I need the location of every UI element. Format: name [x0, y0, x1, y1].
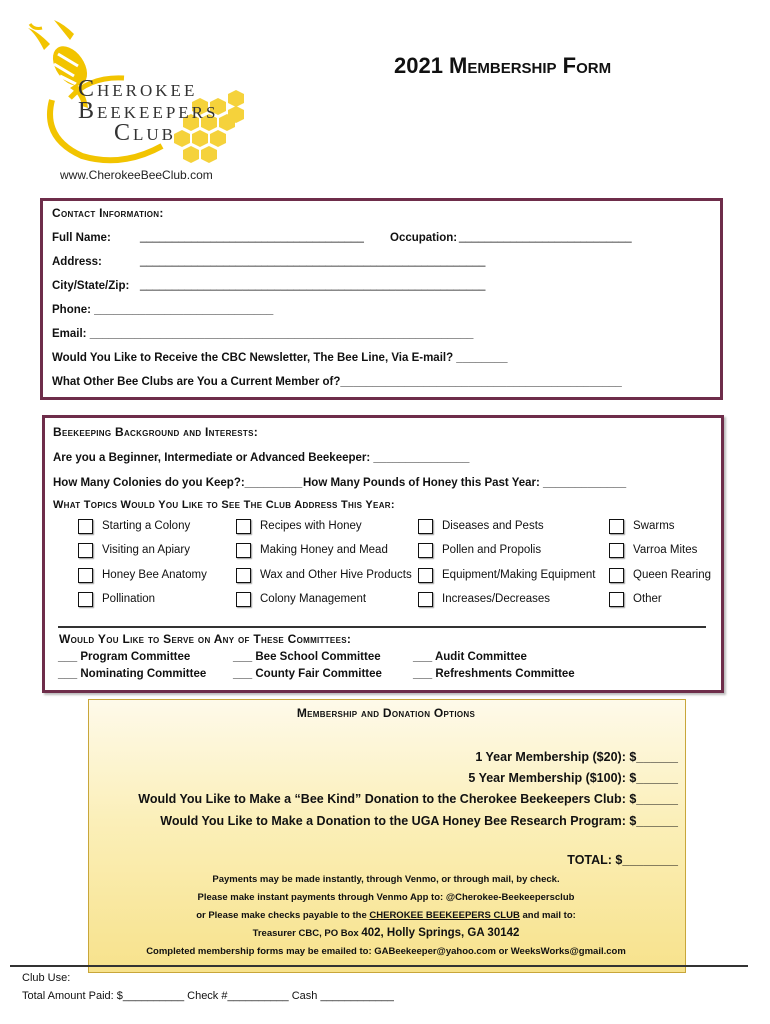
topic-checkbox[interactable]: [609, 592, 624, 607]
committee-option[interactable]: ___ Bee School Committee: [233, 651, 381, 663]
one-year-field[interactable]: 1 Year Membership ($20): $______: [475, 750, 678, 764]
topic-checkbox[interactable]: [418, 519, 433, 534]
topic-checkbox[interactable]: [609, 519, 624, 534]
five-year-field[interactable]: 5 Year Membership ($100): $______: [468, 771, 678, 785]
payment-note-4: [88, 927, 684, 939]
committee-option[interactable]: ___ Nominating Committee: [58, 668, 207, 680]
topic-checkbox[interactable]: [78, 543, 93, 558]
club-use-divider: [10, 965, 748, 967]
topic-label: Colony Management: [260, 593, 367, 605]
total-field[interactable]: TOTAL: $________: [567, 853, 678, 867]
topic-label: Other: [633, 593, 662, 605]
topic-checkbox[interactable]: [236, 519, 251, 534]
full-name-field[interactable]: ___________________________________: [140, 231, 364, 243]
committee-option[interactable]: ___ Program Committee: [58, 651, 191, 663]
topic-checkbox[interactable]: [78, 592, 93, 607]
honey-field[interactable]: How Many Pounds of Honey this Past Year: _____________: [303, 477, 627, 489]
topic-label: Diseases and Pests: [442, 520, 544, 532]
bee-kind-field[interactable]: Would You Like to Make a “Bee Kind” Donation to the Cherokee Beekeepers Club: $______: [138, 792, 678, 806]
topic-label: Recipes with Honey: [260, 520, 362, 532]
topic-label: Increases/Decreases: [442, 593, 551, 605]
topic-checkbox[interactable]: [609, 568, 624, 583]
city-label: City/State/Zip:: [52, 280, 130, 292]
topic-label: Pollen and Propolis: [442, 544, 542, 556]
topic-checkbox[interactable]: [609, 543, 624, 558]
club-use-fields[interactable]: Total Amount Paid: $__________ Check #__________ Cash ____________: [22, 990, 394, 1002]
address-field[interactable]: ______________________________________________________: [140, 255, 486, 267]
payment-note-3-pre: or Please make checks payable to the: [196, 910, 370, 921]
payment-note-3: [88, 910, 684, 921]
full-name-label: Full Name:: [52, 232, 111, 244]
payment-note-3-post: and mail to:: [519, 910, 576, 921]
address-label: Address:: [52, 256, 102, 268]
topic-label: Equipment/Making Equipment: [442, 569, 596, 581]
phone-field[interactable]: Phone: ____________________________: [52, 304, 274, 316]
city-field[interactable]: ______________________________________________________: [140, 279, 486, 291]
committee-option[interactable]: ___ County Fair Committee: [233, 668, 382, 680]
email-field[interactable]: Email: ____________________________________________________________: [52, 328, 474, 340]
topic-label: Visiting an Apiary: [102, 544, 191, 556]
other-clubs-field[interactable]: What Other Bee Clubs are You a Current Member of?____________________________________________: [52, 376, 622, 388]
membership-heading: Membership and Donation Options: [296, 706, 476, 720]
divider: [58, 626, 706, 628]
contact-heading: Contact Information:: [52, 206, 164, 220]
occupation-field[interactable]: ___________________________: [459, 231, 632, 243]
club-name-line3: Club: [114, 120, 177, 146]
level-field[interactable]: Are you a Beginner, Intermediate or Advanced Beekeeper: _______________: [53, 452, 470, 464]
topic-checkbox[interactable]: [418, 568, 433, 583]
topic-checkbox[interactable]: [78, 519, 93, 534]
topic-label: Pollination: [102, 593, 156, 605]
club-name-line2: Beekeepers: [78, 98, 219, 124]
club-use-label: Club Use:: [22, 972, 71, 984]
payment-note-5: Completed membership forms may be emailed to: GABeekeeper@yahoo.com or WeeksWorks@gmail.com: [146, 946, 626, 957]
topic-label: Making Honey and Mead: [260, 544, 388, 556]
topic-label: Queen Rearing: [633, 569, 711, 581]
colonies-field[interactable]: How Many Colonies do you Keep?:_________: [53, 477, 303, 489]
uga-field[interactable]: Would You Like to Make a Donation to the UGA Honey Bee Research Program: $______: [160, 814, 678, 828]
committees-heading: Would You Like to Serve on Any of These Committees:: [59, 632, 352, 646]
topic-label: Swarms: [633, 520, 675, 532]
topic-label: Honey Bee Anatomy: [102, 569, 207, 581]
website-url: www.CherokeeBeeClub.com: [60, 168, 213, 182]
topic-label: Starting a Colony: [102, 520, 191, 532]
topic-checkbox[interactable]: [236, 543, 251, 558]
payment-note-4-pre: Treasurer CBC, PO Box: [252, 928, 362, 939]
occupation-label: Occupation:: [390, 232, 458, 244]
topic-label: Varroa Mites: [633, 544, 698, 556]
topic-checkbox[interactable]: [236, 592, 251, 607]
contact-section: [40, 198, 723, 400]
committee-option[interactable]: ___ Audit Committee: [413, 651, 527, 663]
form-title: 2021 Membership Form: [394, 53, 612, 78]
topic-checkbox[interactable]: [236, 568, 251, 583]
topic-checkbox[interactable]: [78, 568, 93, 583]
topic-label: Wax and Other Hive Products: [260, 569, 412, 581]
topics-heading: What Topics Would You Like to See The Club Address This Year:: [53, 499, 395, 511]
payment-note-2: Please make instant payments through Venmo App to: @Cherokee-Beekeepersclub: [197, 892, 575, 903]
background-heading: Beekeeping Background and Interests:: [53, 425, 259, 439]
topic-checkbox[interactable]: [418, 592, 433, 607]
topic-checkbox[interactable]: [418, 543, 433, 558]
club-name: [78, 78, 218, 144]
payee-name: CHEROKEE BEEKEEPERS CLUB: [369, 910, 520, 921]
club-name-line1: Cherokee: [78, 76, 198, 102]
newsletter-field[interactable]: Would You Like to Receive the CBC Newsletter, The Bee Line, Via E-mail? ________: [52, 352, 508, 364]
committee-option[interactable]: ___ Refreshments Committee: [413, 668, 575, 680]
payment-note-1: Payments may be made instantly, through Venmo, or through mail, by check.: [212, 874, 560, 885]
mailing-address: 402, Holly Springs, GA 30142: [361, 927, 520, 939]
